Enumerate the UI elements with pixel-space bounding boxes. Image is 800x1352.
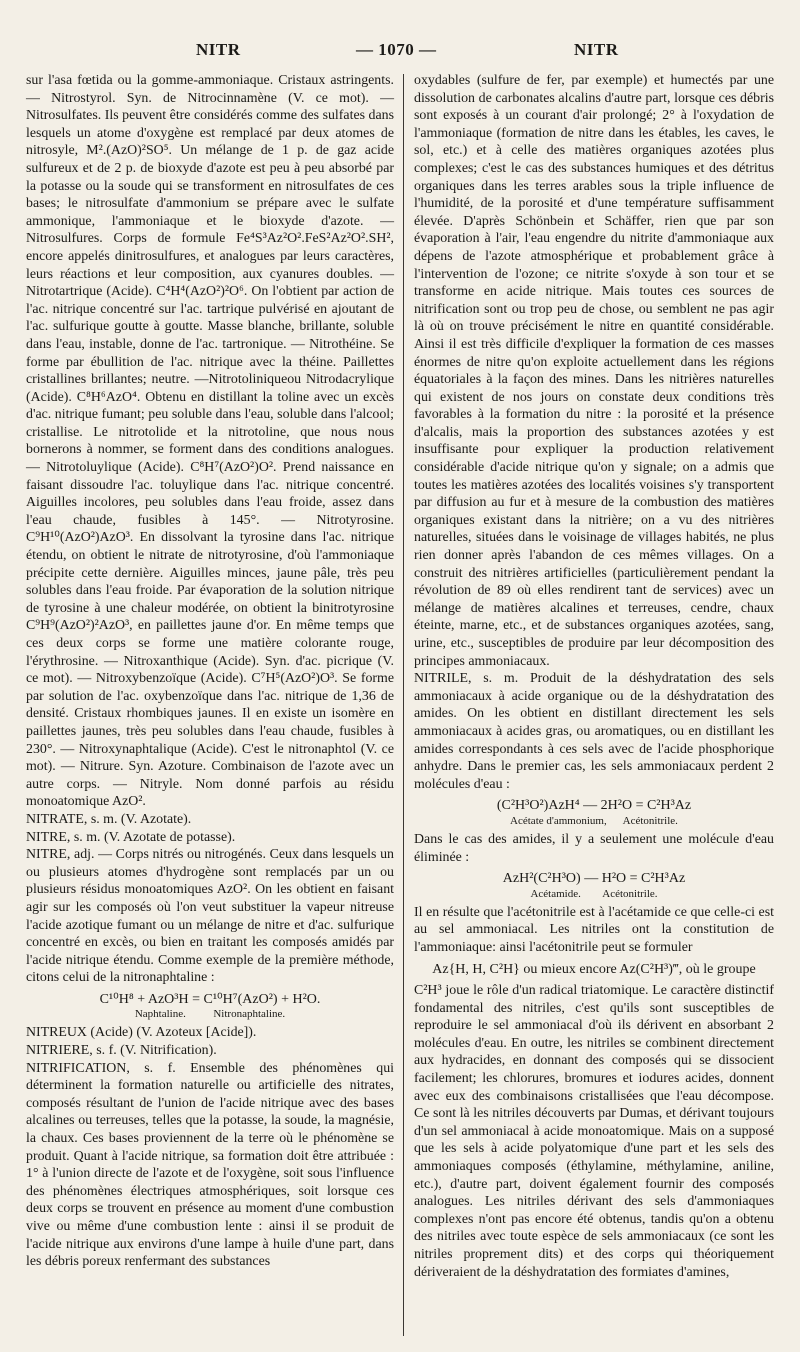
entry-nitrification-continuation: oxydables (sulfure de fer, par exemple) et humectés par une dissolution de carbonates alcalins d'autre part, lorsque ces débris sont exposés à un courant d'air prolongé; 2° à l'oxydation de l'ammoniaque (formation de nitre dans les étables, les caves, le sol, etc.) et à celle des matières organiques azotées plus complexes; c'est le cas des substances humiques et des détritus organiques dans les terres arables sous la triple influence de l'humidité, de la porosité et d'une température suffisamment élevée. D'après Schönbein et Schäffer, rien que par son évaporation à l'air, l'eau engendre du nitrite d'ammoniaque aux dépens de l'azote atmosphérique et probablement grâce à l'intervention de l'ozone; ce nitrite s'oxyde à son tour et se transforme en acide nitrique. Mais toutes ces sources de nitrification sont ou trop peu de chose, ou semblent ne pas agir là où on trouve précisément le nitre en quantité considérable. Ainsi il est très difficile d'expliquer la formation de ces masses énormes de nitre qu'on exploite actuellement dans les régions équatoriales à la façon des mines. Dans les nitrières naturelles qui existent de nos jours on constate deux conditions très favorables à la formation du nitre : la porosité et la présence d'alcalis, mais la proportion des substances azotées y est insuffisante pour expliquer la production relativement considérable d'acide nitrique qu'on y signale; on a admis que toutes les matières azotées des localités voisines s'y transportent par diffusion au fur et à mesure de la combustion des matières organiques existant dans la nitrière; on a vu des nitrières naturelles, situées dans le voisinage de villages habités, ne plus rien donner après l'abandon de ces mêmes villages. On a construit des nitrières artificielles (particulièrement pendant la révolution de 89 où elles rendirent tant de services) avec un mélange de matières alcalines et terreuses, cendre, chaux éteinte, marne, etc., et de substances organiques azotées, sang, urine, etc., susceptibles de produire par leur décomposition des principes ammoniacaux. [414,73,774,669]
entry-nitre-noun: NITRE, s. m. (V. Azotate de potasse). [26,829,236,845]
formula-acetate [414,797,774,827]
formula-labels [414,888,774,900]
column-divider [403,74,404,1336]
formula-line: (C²H³O²)AzH⁴ — 2H²O = C²H³Az [496,798,692,814]
entry-nitriere: NITRIERE, s. f. (V. Nitrification). [26,1043,217,1059]
formula-acetonitrile-structure: Az{H, H, C²H} ou mieux encore Az(C²H³)‴, où le groupe [432,961,756,977]
formula-right-label: Acétonitrile. [602,887,658,900]
nitrile-amides-text: Dans le cas des amides, il y a seulement une molécule d'eau éliminée : [414,831,774,865]
entry-nitrile: NITRILE, s. m. Produit de la déshydratation des sels ammoniacaux à acide organique ou de la déshydratation des amides. On les obtient en distillant directement les sels ammoniacaux à acides gras, ou aromatiques, ou en distillant les amides correspondants à ces sels avec de l'acide phosphorique anhydre. Dans le premier cas, les sels ammoniacaux perdent 2 molécules d'eau : [414,671,774,792]
formula-right-label: Nitronaphtaline. [213,1008,286,1021]
entry-nitre-adj: NITRE, adj. — Corps nitrés ou nitrogénés. Ceux dans lesquels un ou plusieurs atomes d'hydrogène sont remplacés par un ou plusieurs résidus monoatomiques AzO². On les obtient en faisant agir sur les composés où l'on veut substituer la vapeur nitreuse l'acide azotique fumant ou un mélange de nitre et d'ac. sulfurique concentré en excès, ou bien en traitant les composés amidés par l'acide nitrique étendu. Comme exemple de la première méthode, citons celui de la nitronaphtaline : [26,847,394,986]
formula-left-label: Acétate d'ammonium, [510,814,607,827]
nitrile-properties-text: C²H³ joue le rôle d'un radical triatomique. Le caractère distinctif fondamental des nitriles, c'est qu'ils sont susceptibles de reproduire le sel ammoniacal d'où ils dérivent en absorbant 2 molécules d'eau. En outre, les nitriles se combinent directement aux hydracides, en donnant des composés qui se dissocient facilement; les chlorures, bromures et iodures acides, donnent avec eux des combinaisons cristallisées que l'eau décompose. Ce sont là les nitriles découverts par Dumas, et dérivant toujours d'un sel ammoniacal à acide monoatomique. Mais on a supposé que les sels à acide polyatomique d'une part et les sels des ammoniaques composés (éthylamine, méthylamine, aniline, etc.), d'autre part, doivent également fournir des composés analogues. Les nitriles dérivant des sels d'ammoniaques complexes n'ont pas encore été obtenus, tandis qu'on a obtenu des nitriles avec toute espèce de sels ammoniacaux (ce sont les nitriles proprement dits) et des corps qui théoriquement dériveraient de la déshydratation des formiates d'amines, [414,983,774,1280]
formula-left-label: Naphtaline. [134,1008,186,1021]
formula-acetamide [414,870,774,900]
entry-nitrate: NITRATE, s. m. (V. Azotate). [26,811,192,827]
page-header [0,40,800,68]
left-column [26,72,394,1271]
entry-nitreux: NITREUX (Acide) (V. Azoteux [Acide]). [26,1025,257,1041]
right-column [414,72,774,1281]
page-number: — 1070 — [356,40,437,59]
formula-line: C¹⁰H⁸ + AzO³H = C¹⁰H⁷(AzO²) + H²O. [99,991,321,1007]
entry-nitrification: NITRIFICATION, s. f. Ensemble des phénomènes qui déterminent la formation naturelle ou artificielle des nitrates, composés résultant de l'union de l'acide nitrique avec des bases alcalines ou terreuses, telles que la potasse, la soude, la magnésie, la chaux. Ces bases proviennent de la terre où le phénomène se produit. Quant à l'acide nitrique, sa formation doit être attribuée : 1° à l'union directe de l'azote et de l'oxygène, soit sous l'influence des phénomènes électriques atmosphériques, soit lorsque ces deux corps se trouvent en présence au moment d'une combustion vive ou même d'une combustion lente : ainsi il se produit de l'acide nitrique aux environs d'une lampe à huile d'une part, dans les débris poreux renfermant des substances [26,1060,394,1270]
entry-nitro-continuation: sur l'asa fœtida ou la gomme-ammoniaque. Cristaux astringents. — Nitrostyrol. Syn. de Nitrocinnamène (V. ce mot). — Nitrosulfates. Ils peuvent être considérés comme des sulfates dans lesquels un atome d'oxygène est remplacé par deux atomes de nitrosyle, M².(AzO)²SO⁵. Un mélange de 1 p. de gaz acide sulfureux et de 2 p. de bioxyde d'azote est peu à peu absorbé par la potasse ou la soude qui se transforment en nitrosulfates de ces bases; le nitrosulfate d'ammonium se prépare avec le sulfate ammonique, l'ammoniaque et le bioxyde d'azote. — Nitrosulfures. Corps de formule Fe⁴S³Az²O².FeS²Az²O².SH², encore appelés dinitrosulfures, et analogues par leurs caractères, leurs réactions et leur composition, aux cyanures doubles. — Nitrotartrique (Acide). C⁴H⁴(AzO²)²O⁶. On l'obtient par action de l'ac. nitrique concentré sur l'ac. tartrique pulvérisé en ajoutant de l'ac. sulfurique goutte à goutte. Masse blanche, brillante, soluble dans l'eau, instable, donne de l'ac. tartronique. — Nitrothéine. Se forme par ébullition de l'ac. nitrique avec la théine. Paillettes cristallines brillantes; neutre. —Nitrotoliniqueou Nitrodacrylique (Acide). C⁸H⁶AzO⁴. Obtenu en distillant la toline avec un excès d'ac. nitrique fumant; peu soluble dans l'eau, soluble dans l'alcool; cristallise. Le nitrotolide et la nitrotoline, que nous nous bornerons à nommer, se forment dans des conditions analogues. — Nitrotoluylique (Acide). C⁸H⁷(AzO²)O². Prend naissance en faisant dissoudre l'ac. toluylique dans l'ac. nitrique concentré. Aiguilles incolores, peu solubles dans l'eau froide, assez dans l'eau chaude, fusibles à 145°. — Nitrotyrosine. C⁹H¹⁰(AzO²)AzO³. En dissolvant la tyrosine dans l'ac. nitrique étendu, on obtient le nitrate de nitrotyrosine, d'où l'ammoniaque précipite cette dernière. Aiguilles minces, jaune pâle, très peu solubles dans l'eau froide. Par évaporation de la solution nitrique de tyrosine à une chaleur modérée, on obtient la binitrotyrosine C⁹H⁹(AzO²)²AzO³, en paillettes jaune d'or. En même temps que ces deux corps se forme une matière colorante rouge, l'érythrosine. — Nitroxanthique (Acide). Syn. d'ac. picrique (V. ce mot). — Nitroxybenzoïque (Acide). C⁷H⁵(AzO²)O³. Se forme par solution de l'ac. oxybenzoïque dans l'ac. nitrique de 1,36 de densité. Cristaux rhombiques jaunes. Il en existe un isomère en paillettes jaunes, très peu solubles dans l'eau chaude, fusibles à 230°. — Nitroxynaphtalique (Acide). C'est le nitronaphtol (V. ce mot). — Nitrure. Syn. Azoture. Combinaison de l'azote avec un autre corps. — Nitryle. Nom donné parfois au résidu monoatomique AzO². [26,73,394,810]
running-head-left: NITR [196,40,241,59]
formula-right-label: Acétonitrile. [622,814,678,827]
running-head-right: NITR [574,40,619,59]
formula-line: AzH²(C²H³O) — H²O = C²H³Az [502,871,686,887]
nitrile-constitution-text: Il en résulte que l'acétonitrile est à l'acétamide ce que celle-ci est au sel ammoniacal. Les nitriles ont la constitution de l'ammoniaque: ainsi l'acétonitrile peut se formuler [414,904,774,955]
formula-labels [26,1008,394,1020]
formula-nitronaphtaline [26,991,394,1021]
formula-labels [414,815,774,827]
formula-left-label: Acétamide. [530,887,581,900]
